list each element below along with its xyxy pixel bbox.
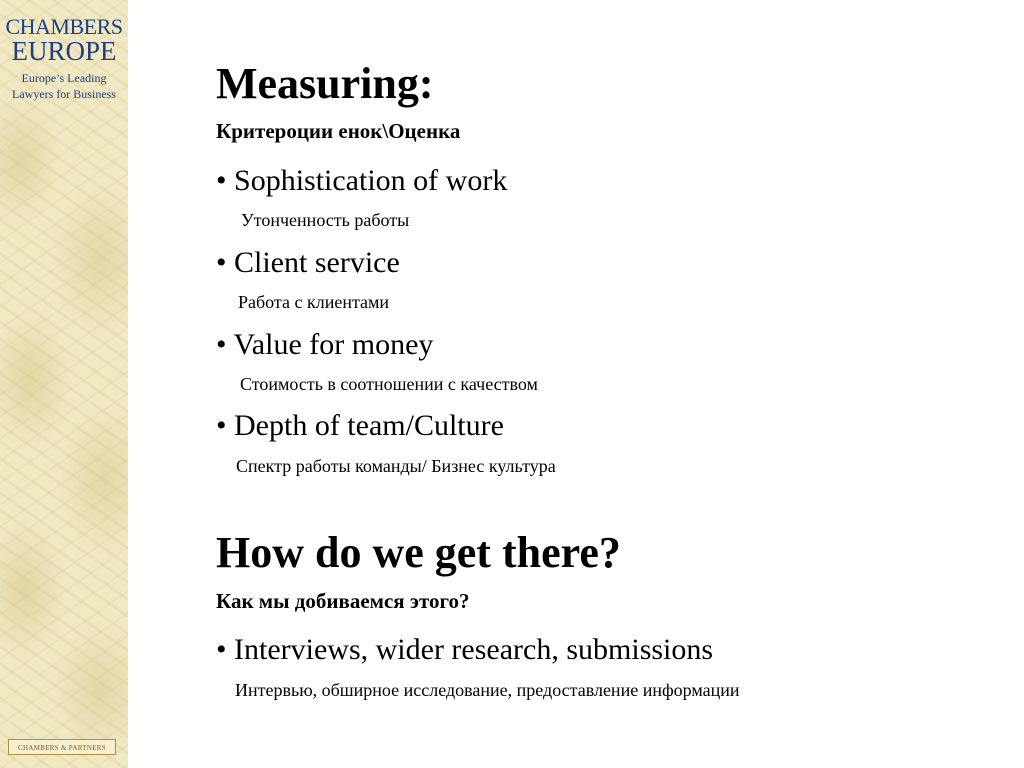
bullet-value-for-money-translation: Стоимость в соотношении с качеством xyxy=(240,374,538,394)
section-subtitle-how: Как мы добиваемся этого? xyxy=(216,589,470,613)
chambers-partners-badge: CHAMBERS & PARTNERS xyxy=(8,739,116,755)
section-title-measuring: Measuring: xyxy=(216,59,434,108)
bullet-depth-of-team: • Depth of team/Culture xyxy=(216,409,504,442)
bullet-value-for-money: • Value for money xyxy=(216,328,434,361)
section-title-how: How do we get there? xyxy=(216,528,621,577)
bullet-sophistication-translation: Утонченность работы xyxy=(241,210,410,230)
sidebar-panel xyxy=(0,0,128,768)
logo-line-chambers: CHAMBERS xyxy=(5,14,123,39)
logo-tagline-1: Europe’s Leading xyxy=(21,71,107,85)
bullet-interviews: • Interviews, wider research, submissions xyxy=(216,633,714,666)
bullet-client-service-translation: Работа с клиентами xyxy=(238,292,390,312)
bullet-client-service: • Client service xyxy=(216,246,400,279)
section-subtitle-measuring: Критероции енок\Оценка xyxy=(216,119,461,143)
bullet-interviews-translation: Интервью, обширное исследование, предоставление информации xyxy=(235,680,740,700)
bullet-sophistication: • Sophistication of work xyxy=(216,164,508,197)
bullet-depth-of-team-translation: Спектр работы команды/ Бизнес культура xyxy=(236,456,556,476)
logo-line-europe: EUROPE xyxy=(11,36,117,66)
chambers-europe-logo xyxy=(0,16,128,102)
logo-tagline-2: Lawyers for Business xyxy=(12,87,116,101)
